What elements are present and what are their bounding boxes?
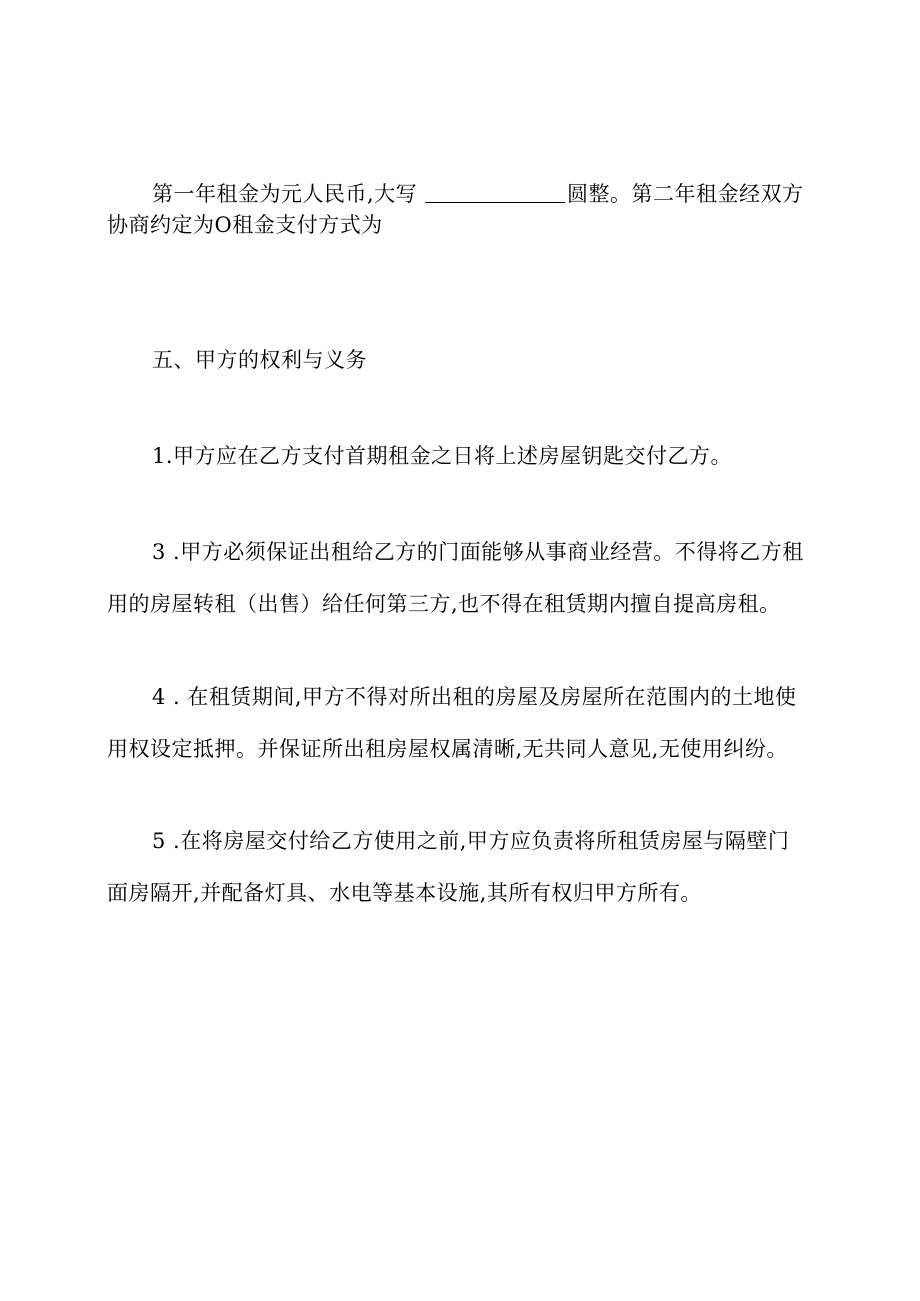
rent-paragraph-line-2 bbox=[0, 211, 920, 240]
clause-4-line-1: 4 . 在租赁期间,甲方不得对所出租的房屋及房屋所在范围内的土地使 bbox=[152, 685, 797, 709]
clause-4 bbox=[0, 683, 920, 764]
clause-3 bbox=[0, 538, 920, 619]
clause-1-text: 1.甲方应在乙方支付首期租金之日将上述房屋钥匙交付乙方。 bbox=[152, 444, 733, 468]
section-heading: 五、甲方的权利与义务 bbox=[152, 348, 367, 372]
rent-paragraph bbox=[0, 180, 920, 240]
clause-5-line-1: 5 .在将房屋交付给乙方使用之前,甲方应负责将所租赁房屋与隔壁门 bbox=[152, 829, 790, 853]
rent-text-line2: 协商约定为O租金支付方式为 bbox=[107, 213, 383, 237]
clause-5 bbox=[0, 827, 920, 908]
clause-3-line-1: 3 .甲方必须保证出租给乙方的门面能够从事商业经营。不得将乙方租 bbox=[152, 540, 804, 564]
rent-text-part2: 圆整。第二年租金经双方 bbox=[567, 182, 804, 206]
clause-5-line-2: 面房隔开,并配备灯具、水电等基本设施,其所有权归甲方所有。 bbox=[107, 881, 702, 905]
rent-paragraph-line-1 bbox=[0, 180, 920, 209]
rent-text-part1: 第一年租金为元人民币,大写 bbox=[152, 182, 418, 206]
clause-3-line-2: 用的房屋转租（出售）给任何第三方,也不得在租赁期内擅自提高房租。 bbox=[107, 592, 781, 616]
clause-1 bbox=[0, 442, 920, 471]
section-heading-paragraph bbox=[0, 346, 920, 375]
amount-blank-line bbox=[425, 182, 565, 211]
clause-4-line-2: 用权设定抵押。并保证所出租房屋权属清晰,无共同人意见,无使用纠纷。 bbox=[107, 737, 788, 761]
